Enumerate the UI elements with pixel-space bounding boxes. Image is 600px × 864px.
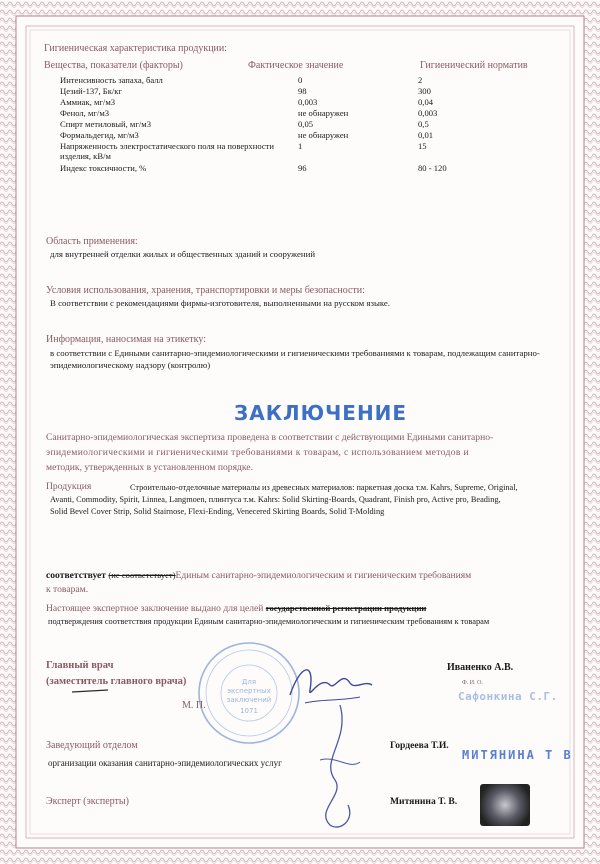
compliance-line	[46, 570, 471, 581]
label-info-line2: эпидемиологическому надзору (контролю)	[50, 360, 211, 370]
conclusion-line3: методик, утвержденных в установленном порядке.	[46, 462, 253, 473]
row-name-cont: изделия, кВ/м	[60, 151, 111, 161]
fio-caption: Ф. И. О.	[462, 680, 483, 686]
seal-place: М. П.	[182, 700, 206, 711]
application-title: Область применения:	[46, 236, 138, 247]
label-info-line1: в соответствии с Едиными санитарно-эпидемиологическими и гигиеническими требованиями к товарам, подлежащим санитарно-	[50, 348, 540, 358]
row-norm: 0,04	[418, 97, 434, 107]
conclusion-heading: ЗАКЛЮЧЕНИЕ	[234, 401, 408, 425]
compliance-line2: к товарам.	[46, 584, 89, 595]
expert-name: Митянина Т. В.	[390, 796, 458, 807]
row-actual: 1	[298, 141, 303, 151]
stamp-line1: Для	[241, 678, 257, 686]
stamp-line2: экспертных	[227, 687, 271, 695]
product-line3: Solid Bevel Cover Strip, Solid Stairnose, Flexi-Ending, Venecered Skirting Boards, Solid T-Molding	[50, 507, 385, 516]
row-name: Аммиак, мг/м3	[60, 97, 116, 107]
issued-text: Настоящее экспертное заключение выдано для целей	[46, 603, 264, 614]
compliance-rest: Единым санитарно-эпидемиологическим и гигиеническим требованиям	[175, 570, 472, 581]
head-name-stamp: МИТЯНИНА Т В	[462, 748, 573, 762]
product-line1: Строительно-отделочные материалы из древесных материалов: паркетная доска т.м. Kahrs, Supreme, Original,	[130, 483, 518, 492]
issued-line	[46, 603, 426, 614]
label-info-title: Информация, наносимая на этикетку:	[46, 334, 206, 345]
row-actual: 96	[298, 163, 307, 173]
row-norm: 2	[418, 75, 423, 85]
row-name: Спирт метиловый, мг/м3	[60, 119, 152, 129]
stamp-num: 1071	[240, 707, 258, 715]
conclusion-line2: эпидемиологическими и гигиеническими требованиями к товарам, с использованием методов и	[46, 447, 470, 458]
row-actual: 98	[298, 86, 307, 96]
chief-name: Иваненко А.В.	[447, 662, 514, 673]
row-name: Индекс токсичности, %	[60, 163, 147, 173]
conditions-text: В соответствии с рекомендациями фирмы-изготовителя, выполненными на русском языке.	[50, 298, 391, 308]
row-actual: не обнаружен	[298, 130, 349, 140]
chief-title-sub: (заместитель главного врача)	[46, 676, 187, 687]
row-norm: 0,003	[418, 108, 438, 118]
application-text: для внутренней отделки жилых и общественных зданий и сооружений	[50, 249, 316, 259]
col-header-actual: Фактическое значение	[248, 60, 344, 71]
expert-label: Эксперт (эксперты)	[46, 796, 129, 807]
head-org: организации оказания санитарно-эпидемиологических услуг	[48, 758, 282, 768]
row-name: Цезий-137, Бк/кг	[60, 86, 122, 96]
conclusion-line1: Санитарно-эпидемиологическая экспертиза проведена в соответствии с действующими Едиными санитарно-	[46, 432, 494, 443]
row-name: Напряженность электростатического поля на поверхности	[60, 141, 275, 151]
row-norm: 0,5	[418, 119, 429, 129]
col-header-substance: Вещества, показатели (факторы)	[44, 60, 183, 71]
head-name: Гордеева Т.И.	[390, 740, 449, 751]
row-name: Интенсивность запаха, балл	[60, 75, 163, 85]
col-header-norm: Гигиенический норматив	[420, 60, 528, 71]
row-norm: 0,01	[418, 130, 434, 140]
chief-name-stamp: Сафонкина С.Г.	[458, 690, 558, 703]
row-actual: 0,003	[298, 97, 318, 107]
row-norm: 15	[418, 141, 427, 151]
row-actual: 0	[298, 75, 303, 85]
row-actual: 0,05	[298, 119, 314, 129]
product-label: Продукция	[46, 481, 92, 492]
compliance-struck: (не соответствует)	[108, 570, 176, 580]
chief-title: Главный врач	[46, 660, 114, 671]
dash-mark	[70, 680, 110, 700]
head-signature	[300, 700, 380, 840]
issued-line2: подтверждения соответствия продукции Единым санитарно-эпидемиологическим и гигиеническим требованиям к товарам	[48, 617, 490, 626]
compliance-word: соответствует	[46, 570, 107, 581]
conditions-title: Условия использования, хранения, транспортировки и меры безопасности:	[46, 285, 365, 296]
row-norm: 80 - 120	[418, 163, 447, 173]
product-line2: Avanti, Commodity, Spirit, Linnea, Langmoen, плинтуса т.м. Kahrs: Solid Skirting-Boards, Quadrant, Finish pro, Active pro, Beading,	[50, 495, 501, 504]
hygiene-title: Гигиеническая характеристика продукции:	[44, 43, 228, 54]
row-actual: не обнаружен	[298, 108, 349, 118]
head-label: Заведующий отделом	[46, 740, 138, 751]
row-name: Формальдегид, мг/м3	[60, 130, 139, 140]
stamp-line3: заключений	[226, 696, 272, 704]
hologram-seal	[480, 784, 530, 826]
row-norm: 300	[418, 86, 431, 96]
row-name: Фенол, мг/м3	[60, 108, 110, 118]
issued-struck: государственной регистрации продукции	[265, 603, 427, 613]
